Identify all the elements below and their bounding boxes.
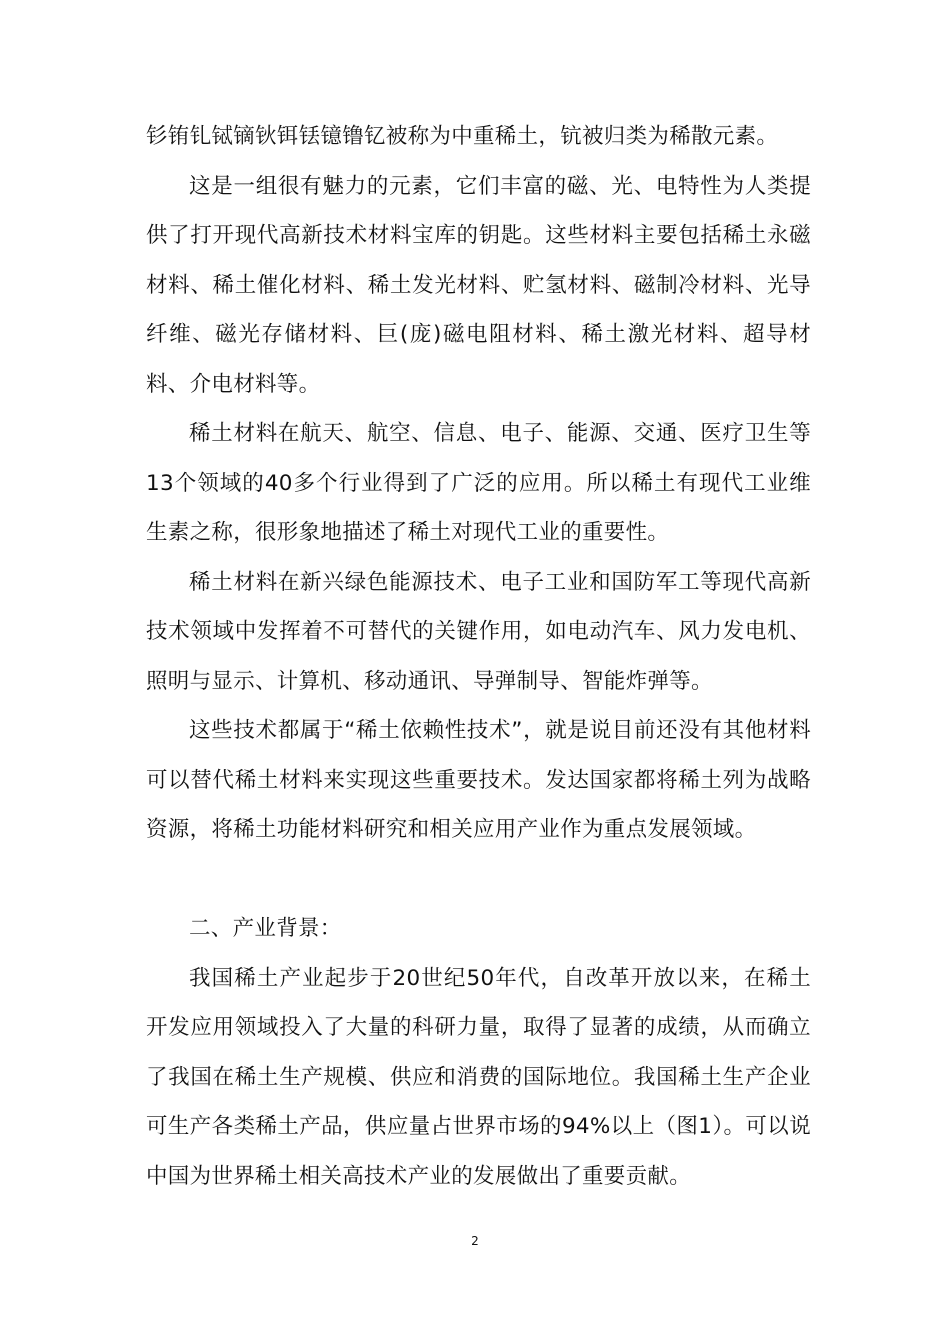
paragraph-continued: 钐铕钆铽镝钬铒铥镱镥钇被称为中重稀土，钪被归类为稀散元素。 [146,124,779,149]
section-heading: 二、产业背景： [189,916,342,941]
paragraph-applications: 稀土材料在航天、航空、信息、电子、能源、交通、医疗卫生等13个领域的40多个行业得到了广泛的应用。所以稀土有现代工业维生素之称，很形象地描述了稀土对现代工业的重要性。 [146,421,811,545]
paragraph-high-tech-role: 稀土材料在新兴绿色能源技术、电子工业和国防军工等现代高新技术领域中发挥着不可替代的关键作用，如电动汽车、风力发电机、照明与显示、计算机、移动通讯、导弹制导、智能炸弹等。 [146,569,811,694]
document-body [146,112,811,1201]
paragraph-dependency: 这些技术都属于“稀土依赖性技术”，就是说目前还没有其他材料可以替代稀土材料来实现这些重要技术。发达国家都将稀土列为战略资源，将稀土功能材料研究和相关应用产业作为重点发展领域。 [146,718,811,842]
paragraph-industry-background: 我国稀土产业起步于20世纪50年代，自改革开放以来，在稀土开发应用领域投入了大量的科研力量，取得了显著的成绩，从而确立了我国在稀土生产规模、供应和消费的国际地位。我国稀土生产企业可生产各类稀土产品，供应量占世界市场的94%以上（图1）。可以说中国为世界稀土相关高技术产业的发展做出了重要贡献。 [146,965,811,1189]
paragraph-rare-earth-properties: 这是一组很有魅力的元素，它们丰富的磁、光、电特性为人类提供了打开现代高新技术材料宝库的钥匙。这些材料主要包括稀土永磁材料、稀土催化材料、稀土发光材料、贮氢材料、磁制冷材料、光导纤维、磁光存储材料、巨(庞)磁电阻材料、稀土激光材料、超导材料、介电材料等。 [146,173,811,397]
page-number: 2 [471,1234,479,1248]
